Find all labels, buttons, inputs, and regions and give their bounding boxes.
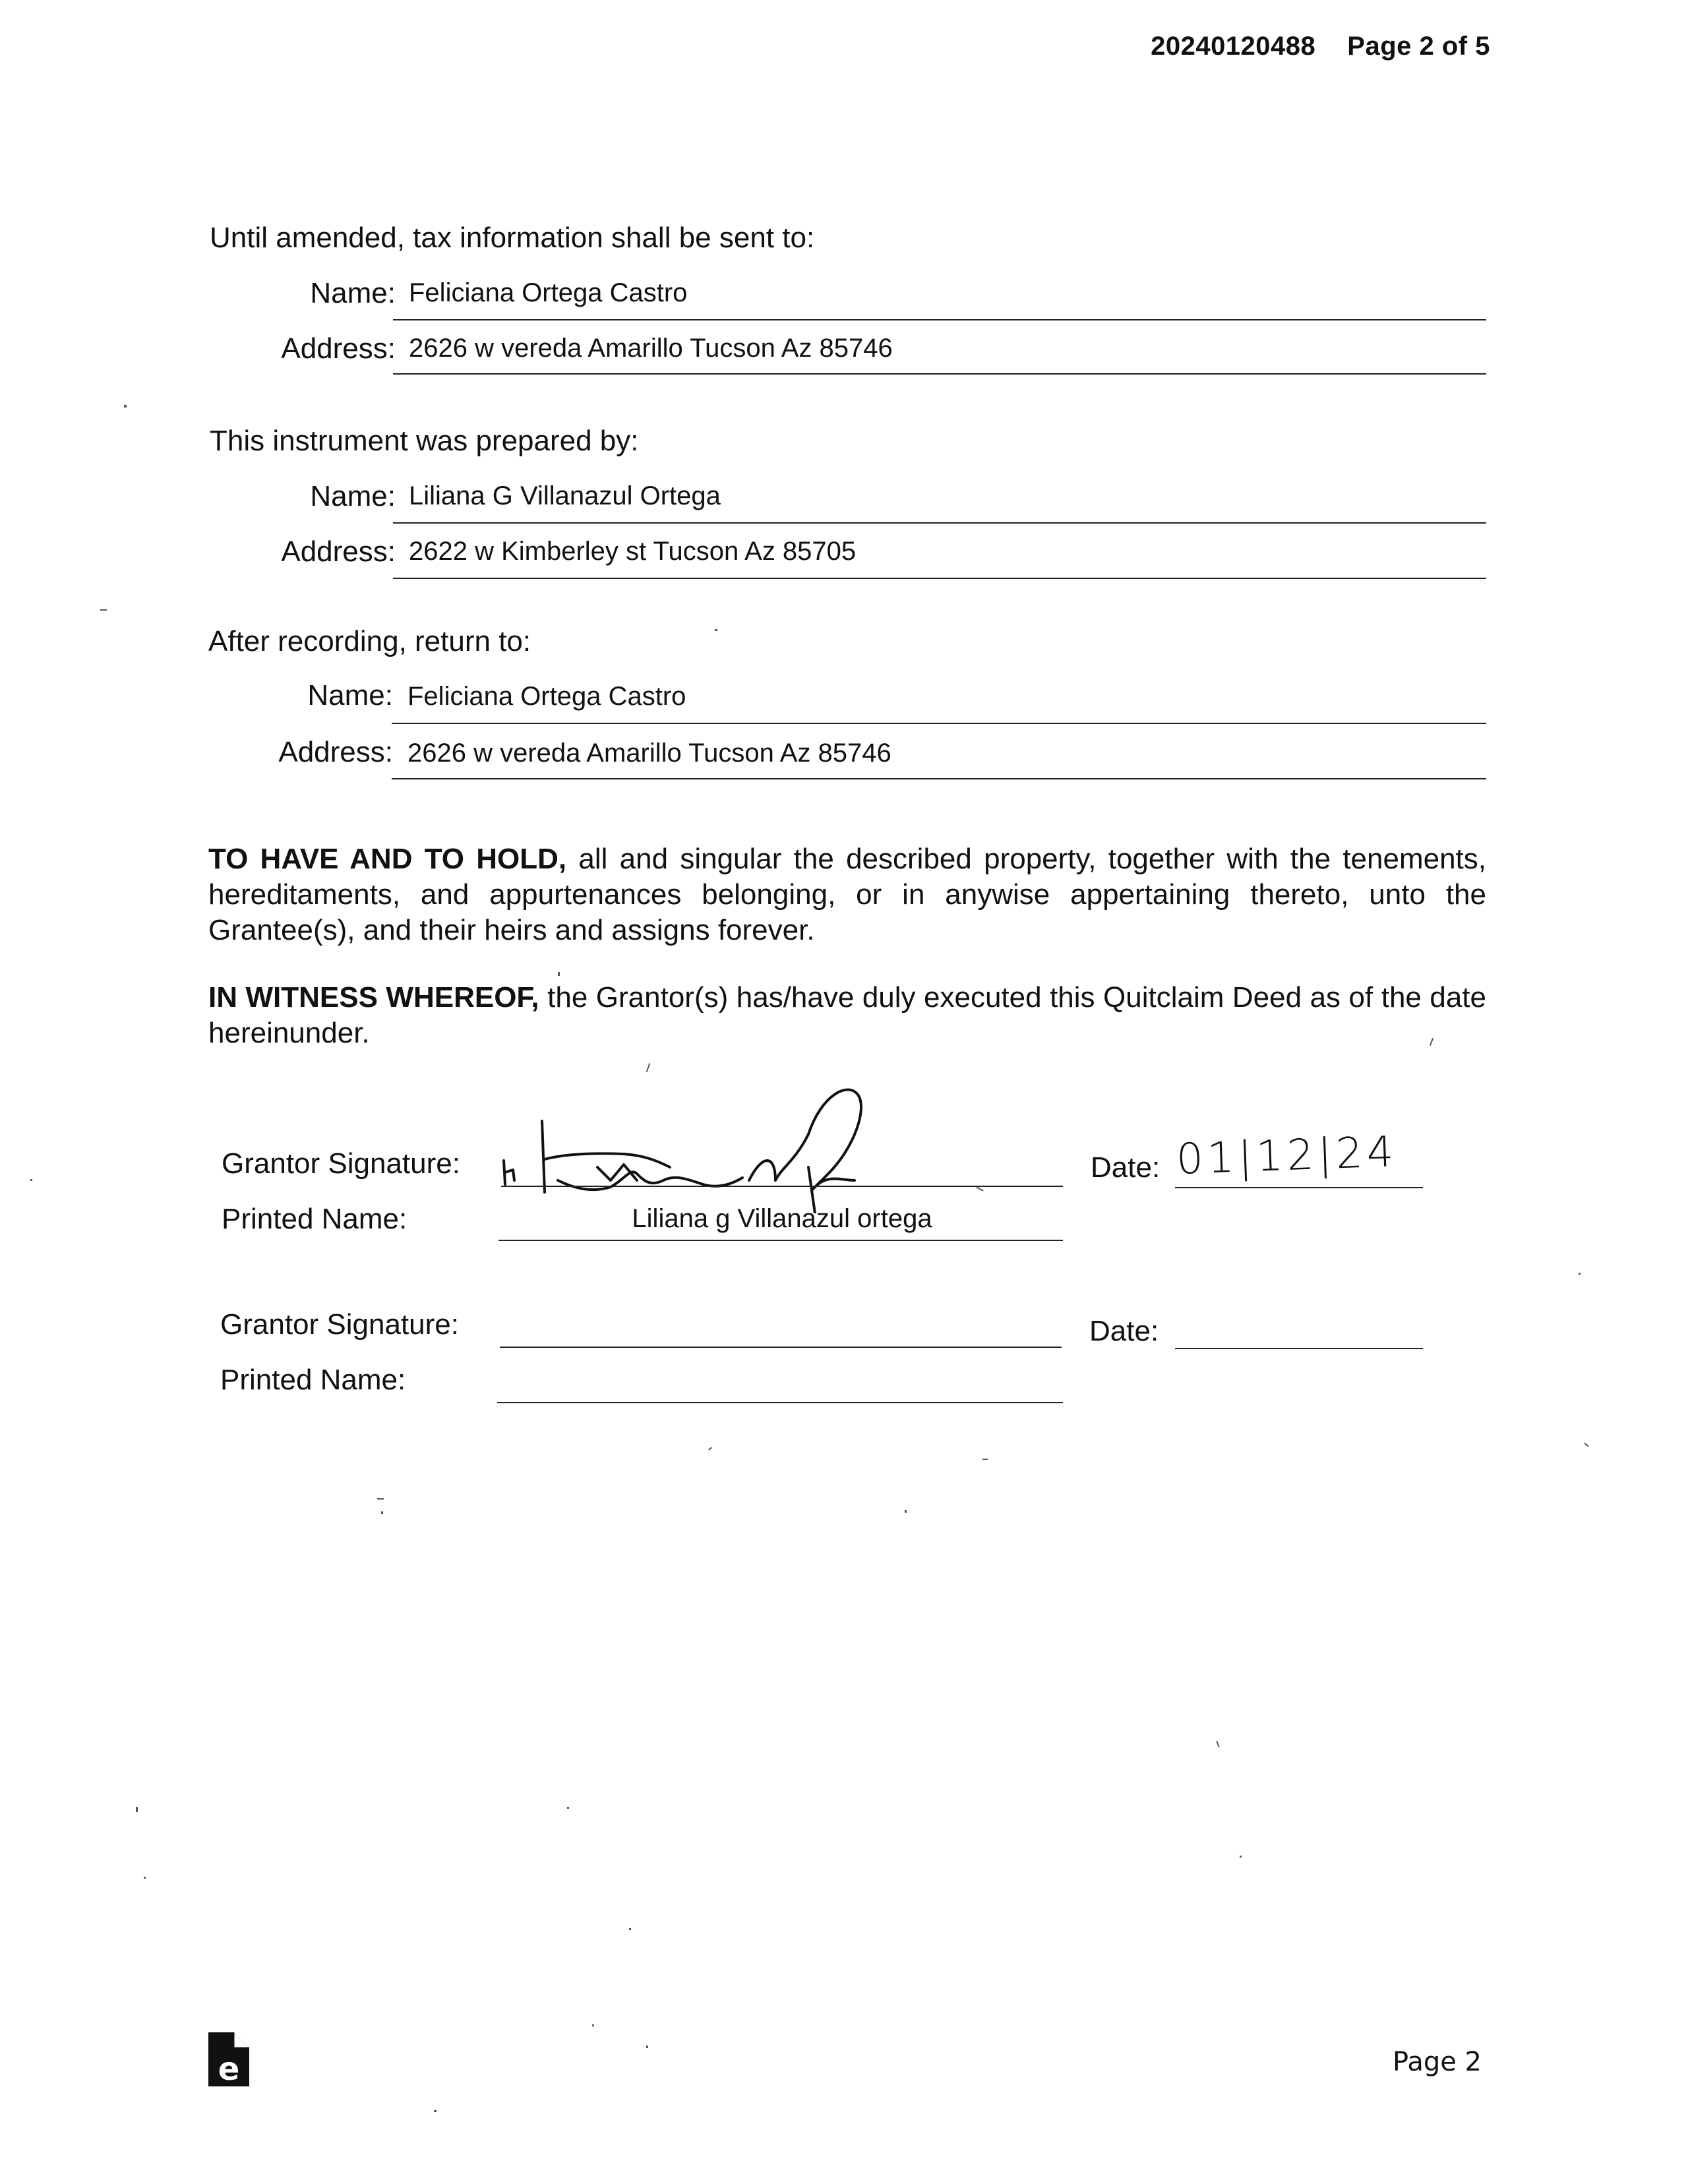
scan-speck: [1240, 1856, 1242, 1858]
prepared-by-name-line: [393, 522, 1486, 524]
grantor-signature-label-2: Grantor Signature:: [220, 1308, 459, 1341]
footer-page-label: Page 2: [1393, 2047, 1482, 2077]
habendum-paragraph: [208, 841, 1486, 948]
prepared-by-name-label: Name:: [310, 480, 396, 512]
tax-info-address-value: 2626 w vereda Amarillo Tucson Az 85746: [409, 334, 893, 363]
prepared-by-heading: This instrument was prepared by:: [210, 425, 639, 457]
prepared-by-address-line: [393, 578, 1486, 579]
scan-speck: [30, 1179, 32, 1181]
scan-speck: [558, 972, 560, 976]
scan-speck: [567, 1807, 569, 1809]
date-value-1: 01|12|24: [1175, 1128, 1399, 1184]
witness-paragraph: [208, 980, 1486, 1051]
scan-speck: [1579, 1273, 1581, 1275]
e-document-icon: [207, 2031, 251, 2088]
scan-speck: [982, 1459, 988, 1460]
scan-speck: [592, 2024, 594, 2026]
printed-name-label-1: Printed Name:: [222, 1203, 407, 1235]
tax-info-name-label: Name:: [310, 277, 396, 309]
svg-text:e: e: [218, 2051, 240, 2088]
scan-speck: [1216, 1741, 1219, 1747]
return-to-name-label: Name:: [307, 679, 393, 712]
tax-info-address-line: [393, 373, 1486, 375]
scan-speck: [976, 1186, 983, 1192]
grantor-signature-line-1: [501, 1186, 1063, 1187]
return-to-heading: After recording, return to:: [208, 625, 531, 657]
grantor-signature-line-2: [500, 1347, 1062, 1348]
grantor-signature-1: [498, 1081, 934, 1213]
return-to-address-label: Address:: [278, 736, 393, 768]
scan-speck: [124, 405, 127, 408]
printed-name-label-2: Printed Name:: [220, 1364, 406, 1396]
scan-speck: [905, 1510, 907, 1513]
witness-bold: IN WITNESS WHEREOF,: [208, 981, 539, 1014]
scan-speck: [715, 629, 717, 631]
scan-speck: [434, 2110, 437, 2112]
scan-speck: [144, 1877, 146, 1879]
return-to-address-line: [392, 778, 1486, 779]
date-label-1: Date:: [1091, 1151, 1160, 1184]
date-label-2: Date:: [1089, 1315, 1159, 1347]
return-to-name-value: Feliciana Ortega Castro: [407, 682, 686, 711]
scan-speck: [136, 1807, 138, 1812]
scan-speck: [1584, 1443, 1588, 1447]
scan-speck: [377, 1498, 384, 1500]
printed-name-line-1: [498, 1240, 1063, 1241]
tax-info-name-value: Feliciana Ortega Castro: [409, 278, 688, 307]
scan-speck: [646, 1063, 651, 1072]
grantor-signature-label-1: Grantor Signature:: [222, 1147, 460, 1180]
date-line-2: [1175, 1348, 1423, 1349]
scan-speck: [100, 609, 107, 611]
return-to-name-line: [392, 723, 1486, 724]
return-to-address-value: 2626 w vereda Amarillo Tucson Az 85746: [407, 739, 891, 768]
prepared-by-name-value: Liliana G Villanazul Ortega: [409, 481, 721, 510]
habendum-text: all and singular the described property, together with the tenements, hereditaments, and appurtenances belonging, or in anywise appertaining thereto, unto the Grantee(s), and their heirs and assigns forever.: [208, 843, 1486, 946]
date-line-1: [1175, 1187, 1423, 1188]
document-header: [1119, 32, 1490, 61]
scan-speck: [646, 2046, 648, 2048]
page-indicator: Page 2 of 5: [1347, 32, 1490, 61]
witness-text: the Grantor(s) has/have duly executed this Quitclaim Deed as of the date hereinunder.: [208, 981, 1487, 1049]
scan-speck: [708, 1447, 712, 1450]
tax-info-address-label: Address:: [281, 332, 396, 365]
prepared-by-address-value: 2622 w Kimberley st Tucson Az 85705: [409, 537, 857, 566]
habendum-bold: TO HAVE AND TO HOLD,: [208, 843, 567, 875]
tax-info-heading: Until amended, tax information shall be sent to:: [210, 222, 815, 254]
document-number: 20240120488: [1151, 32, 1316, 61]
tax-info-name-line: [393, 319, 1486, 320]
scan-speck: [381, 1511, 383, 1514]
prepared-by-address-label: Address:: [281, 535, 396, 568]
printed-name-line-2: [497, 1402, 1063, 1403]
scan-speck: [629, 1928, 631, 1930]
printed-name-value-1: Liliana g Villanazul ortega: [632, 1204, 932, 1233]
